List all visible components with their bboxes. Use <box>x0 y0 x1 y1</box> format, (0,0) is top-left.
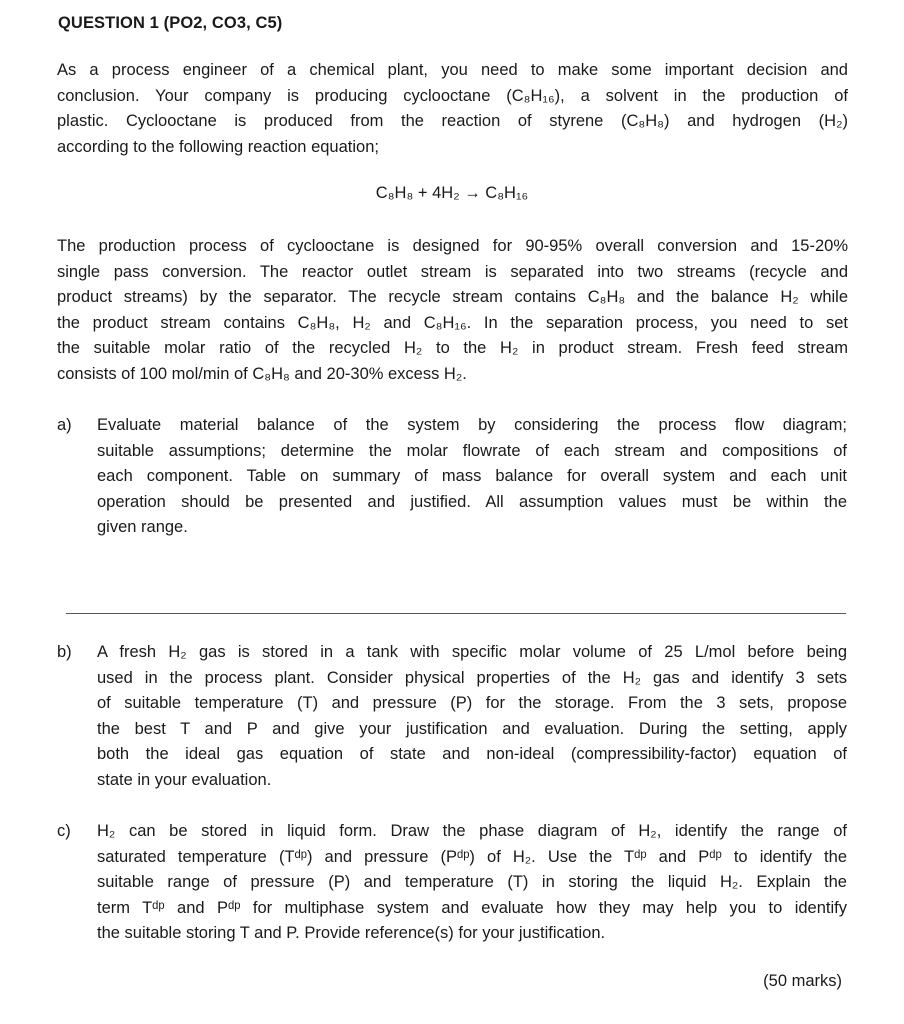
question-b-label: b) <box>57 643 72 661</box>
process-line: single pass conversion. The reactor outlet stream is separated into two streams (recycle and <box>57 262 848 281</box>
question-c-line: term Tᵈᵖ and Pᵈᵖ for multiphase system and evaluate how they may help you to identify <box>97 898 847 917</box>
question-a-line: operation should be presented and justified. All assumption values must be within the <box>97 492 847 511</box>
intro-line: according to the following reaction equation; <box>57 137 379 156</box>
question-c-line: saturated temperature (Tᵈᵖ) and pressure (Pᵈᵖ) of H₂. Use the Tᵈᵖ and Pᵈᵖ to identify the <box>97 847 847 866</box>
section-divider <box>66 613 846 614</box>
process-line: consists of 100 mol/min of C₈H₈ and 20-30% excess H₂. <box>57 364 467 383</box>
process-line: the product stream contains C₈H₈, H₂ and C₈H₁₆. In the separation process, you need to set <box>57 313 848 332</box>
question-a-line: Evaluate material balance of the system by considering the process flow diagram; <box>97 416 847 434</box>
reaction-equation: C₈H₈ + 4H₂ → C₈H₁₆ <box>375 184 529 202</box>
intro-line: conclusion. Your company is producing cyclooctane (C₈H₁₆), a solvent in the production of <box>57 86 848 105</box>
question-c-text <box>97 819 847 947</box>
question-c-line: H₂ can be stored in liquid form. Draw the phase diagram of H₂, identify the range of <box>97 822 847 840</box>
question-b-text <box>97 640 847 793</box>
intro-paragraph <box>57 58 848 160</box>
question-b-line: the best T and P and give your justification and evaluation. During the setting, apply <box>97 719 847 738</box>
question-a-line: each component. Table on summary of mass balance for overall system and each unit <box>97 467 847 485</box>
question-c-line: the suitable storing T and P. Provide reference(s) for your justification. <box>97 924 606 942</box>
process-paragraph <box>57 234 848 387</box>
question-b-line: of suitable temperature (T) and pressure (P) for the storage. From the 3 sets, propose <box>97 694 847 712</box>
question-a-line: suitable assumptions; determine the molar flowrate of each stream and compositions of <box>97 441 847 460</box>
question-a-text <box>97 413 847 541</box>
intro-line: plastic. Cyclooctane is produced from the reaction of styrene (C₈H₈) and hydrogen (H₂) <box>57 112 848 130</box>
process-line: product streams) by the separator. The recycle stream contains C₈H₈ and the balance H₂ while <box>57 288 848 306</box>
process-line: the suitable molar ratio of the recycled H₂ to the H₂ in product stream. Fresh feed stream <box>57 339 848 357</box>
question-b-line: A fresh H₂ gas is stored in a tank with specific molar volume of 25 L/mol before being <box>97 643 847 661</box>
question-b-line: state in your evaluation. <box>97 770 272 789</box>
question-b-line: used in the process plant. Consider physical properties of the H₂ gas and identify 3 sets <box>97 668 847 687</box>
total-marks: (50 marks) <box>763 972 842 990</box>
intro-line: As a process engineer of a chemical plant, you need to make some important decision and <box>57 61 848 79</box>
question-b-line: both the ideal gas equation of state and non-ideal (compressibility-factor) equation of <box>97 745 847 763</box>
question-c-label: c) <box>57 822 71 840</box>
question-a-label: a) <box>57 416 72 434</box>
question-heading: QUESTION 1 (PO2, CO3, C5) <box>58 14 283 32</box>
question-c-line: suitable range of pressure (P) and temperature (T) in storing the liquid H₂. Explain the <box>97 873 847 891</box>
process-line: The production process of cyclooctane is designed for 90-95% overall conversion and 15-20% <box>57 237 848 255</box>
question-a-line: given range. <box>97 518 188 536</box>
